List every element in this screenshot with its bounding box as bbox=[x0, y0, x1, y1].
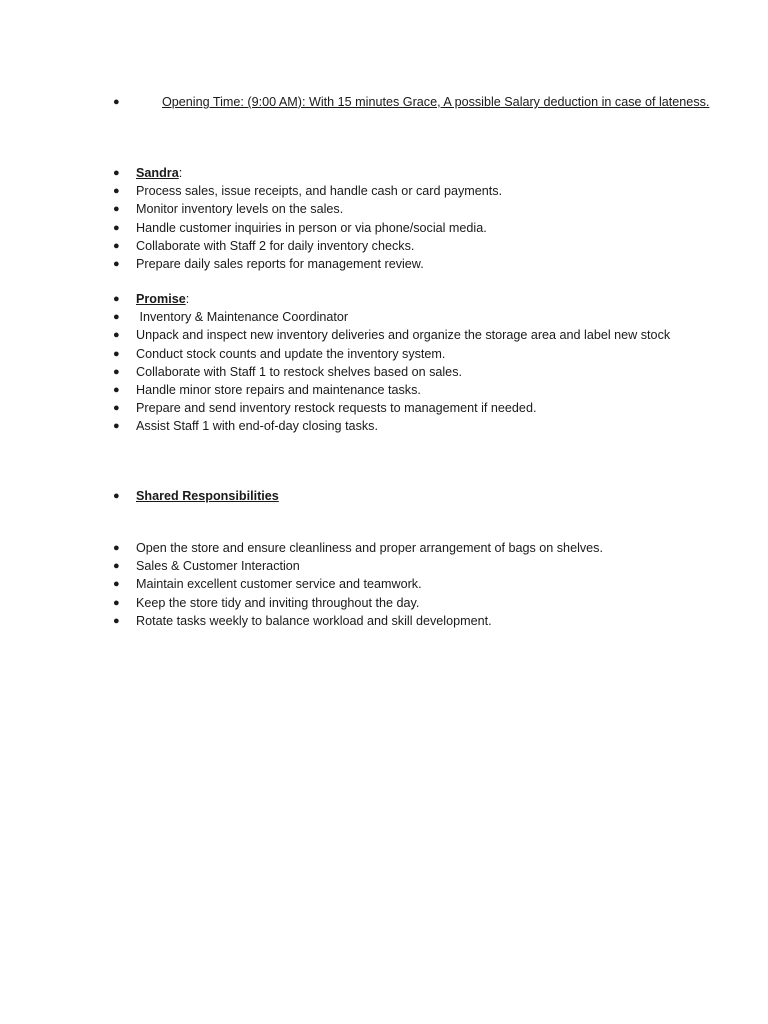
list-item bbox=[110, 345, 710, 363]
list-item bbox=[110, 539, 710, 557]
opening-time-section bbox=[110, 92, 710, 113]
bullet-icon: ● bbox=[113, 311, 120, 324]
bullet-icon: ● bbox=[113, 347, 120, 360]
task-text: Conduct stock counts and update the inventory system. bbox=[136, 346, 446, 361]
list-item bbox=[110, 219, 710, 237]
task-text: Inventory & Maintenance Coordinator bbox=[136, 310, 349, 325]
task-text: Collaborate with Staff 1 to restock shelves based on sales. bbox=[136, 364, 462, 379]
heading-colon: : bbox=[178, 166, 183, 180]
task-text: Handle customer inquiries in person or via phone/social media. bbox=[136, 220, 487, 235]
task-text: Unpack and inspect new inventory deliveries and organize the storage area and label new stock bbox=[136, 328, 671, 343]
list-item bbox=[110, 200, 710, 218]
bullet-icon: ● bbox=[113, 203, 120, 216]
bullet-icon: ● bbox=[113, 293, 120, 305]
heading-colon: : bbox=[185, 292, 190, 306]
task-text: Monitor inventory levels on the sales. bbox=[136, 202, 344, 217]
bullet-icon: ● bbox=[113, 402, 120, 415]
task-text: Sales & Customer Interaction bbox=[136, 559, 300, 574]
task-text: Process sales, issue receipts, and handle cash or card payments. bbox=[136, 184, 503, 199]
list-item bbox=[110, 399, 710, 417]
task-text: Assist Staff 1 with end-of-day closing tasks. bbox=[136, 419, 378, 434]
list-item bbox=[110, 612, 710, 630]
list-item bbox=[110, 381, 710, 399]
shared-heading-section bbox=[110, 487, 710, 505]
bullet-icon: ● bbox=[113, 560, 120, 573]
list-item bbox=[110, 164, 710, 182]
bullet-icon: ● bbox=[113, 365, 120, 378]
task-text: Maintain excellent customer service and teamwork. bbox=[136, 577, 422, 592]
list-item bbox=[110, 417, 710, 435]
task-text: Collaborate with Staff 2 for daily inventory checks. bbox=[136, 238, 415, 253]
staff-name: Sandra bbox=[136, 166, 179, 180]
list-item bbox=[110, 363, 710, 381]
bullet-icon: ● bbox=[113, 383, 120, 396]
task-text: Prepare and send inventory restock requests to management if needed. bbox=[136, 401, 537, 416]
list-item bbox=[110, 487, 710, 505]
bullet-icon: ● bbox=[113, 596, 120, 609]
list-item bbox=[110, 237, 710, 255]
list-item bbox=[110, 594, 710, 612]
promise-section bbox=[110, 290, 710, 436]
bullet-icon: ● bbox=[113, 490, 120, 502]
bullet-icon: ● bbox=[113, 329, 120, 342]
bullet-icon: ● bbox=[113, 542, 120, 554]
sandra-section bbox=[110, 164, 710, 273]
list-item bbox=[110, 92, 710, 113]
shared-items-section bbox=[110, 539, 710, 630]
list-item bbox=[110, 326, 710, 344]
task-text: Rotate tasks weekly to balance workload and skill development. bbox=[136, 613, 492, 628]
list-item bbox=[110, 182, 710, 200]
bullet-icon: ● bbox=[113, 96, 120, 108]
task-text: Prepare daily sales reports for management review. bbox=[136, 256, 424, 271]
list-item bbox=[110, 308, 710, 326]
bullet-icon: ● bbox=[113, 578, 120, 591]
task-text: Open the store and ensure cleanliness and proper arrangement of bags on shelves. bbox=[136, 541, 603, 555]
section-heading: Shared Responsibilities bbox=[136, 489, 279, 503]
bullet-icon: ● bbox=[113, 614, 120, 627]
task-text: Handle minor store repairs and maintenance tasks. bbox=[136, 382, 421, 397]
bullet-icon: ● bbox=[113, 420, 120, 433]
section-heading bbox=[136, 164, 182, 182]
list-item bbox=[110, 557, 710, 575]
list-item bbox=[110, 575, 710, 593]
bullet-icon: ● bbox=[113, 257, 120, 270]
section-heading bbox=[136, 290, 189, 308]
bullet-icon: ● bbox=[113, 239, 120, 252]
staff-name: Promise bbox=[136, 292, 186, 306]
bullet-icon: ● bbox=[113, 185, 120, 198]
list-item bbox=[110, 255, 710, 273]
task-text: Keep the store tidy and inviting throughout the day. bbox=[136, 595, 420, 610]
list-item bbox=[110, 290, 710, 308]
bullet-icon: ● bbox=[113, 221, 120, 234]
opening-time-text: Opening Time: (9:00 AM): With 15 minutes Grace, A possible Salary deduction in case of lateness. bbox=[162, 95, 710, 109]
bullet-icon: ● bbox=[113, 167, 120, 179]
